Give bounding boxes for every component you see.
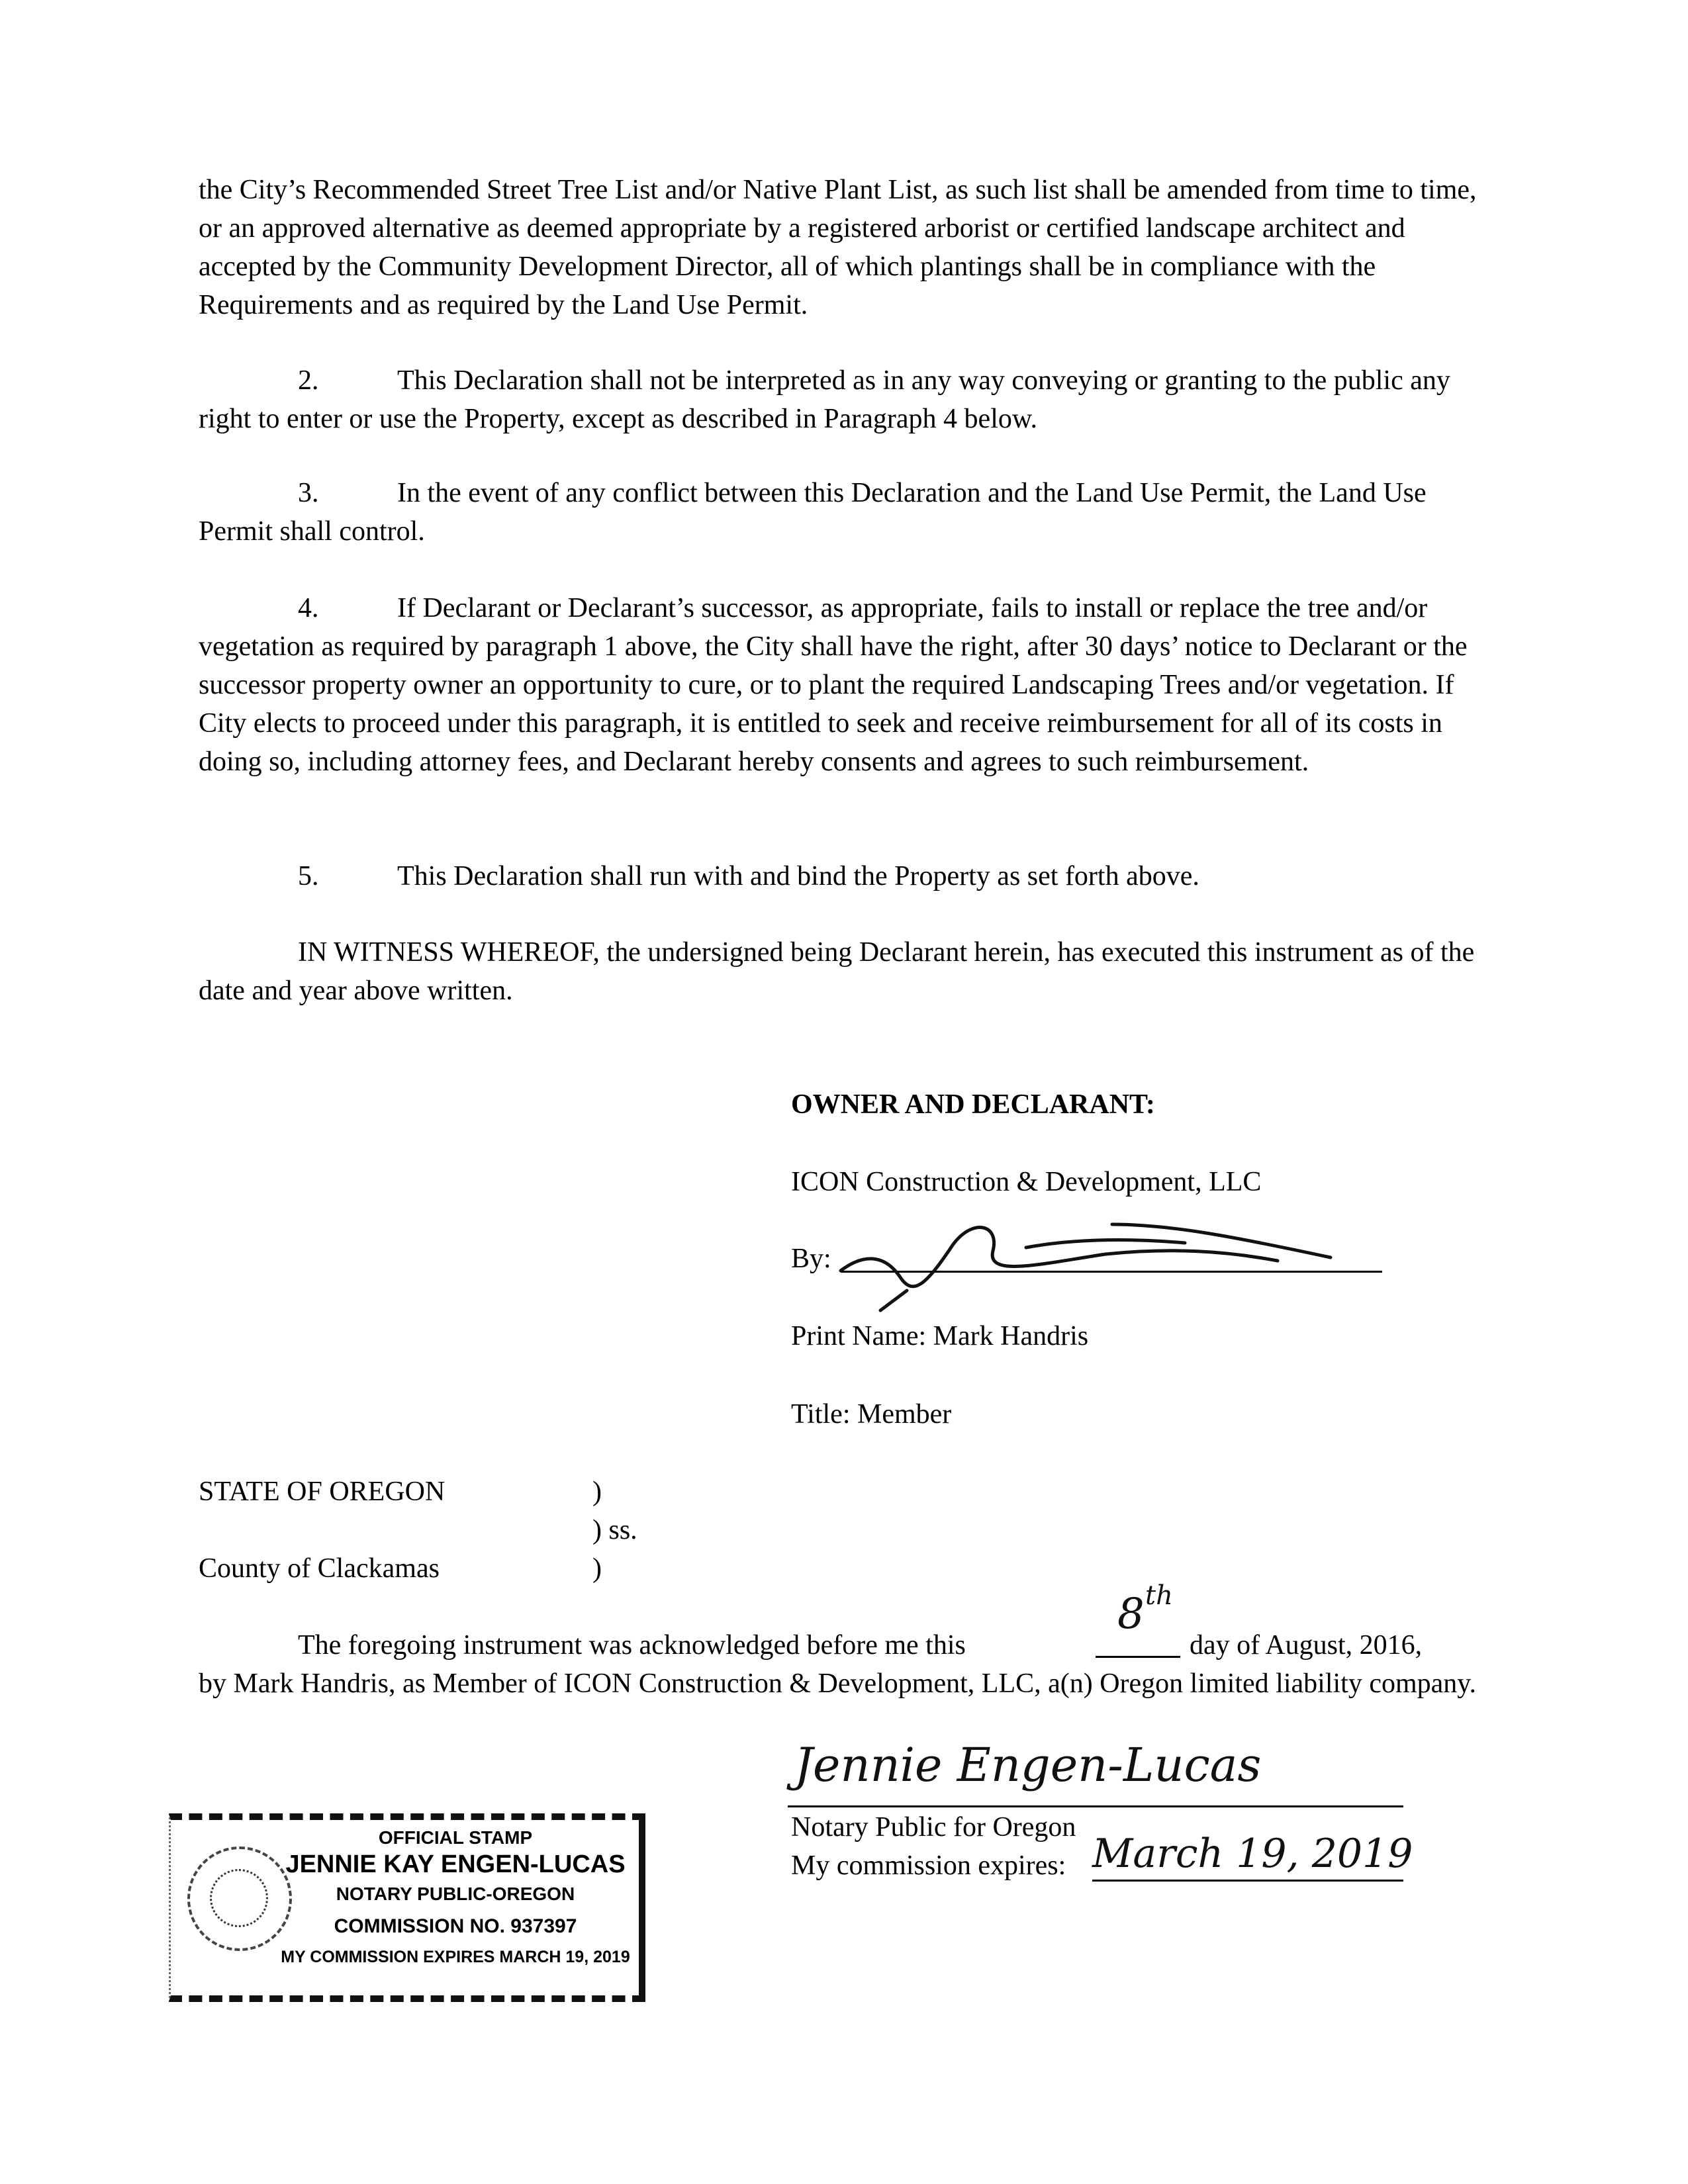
venue-county: County of Clackamas: [199, 1553, 440, 1584]
paragraph-text: In the event of any conflict between this Declaration and the Land Use Permit, the Land Use Permit shall control.: [199, 478, 1427, 547]
stamp-line-2: JENNIE KAY ENGEN-LUCAS: [285, 1850, 626, 1878]
by-label: By:: [791, 1244, 831, 1274]
venue-state: STATE OF OREGON: [199, 1477, 445, 1507]
stamp-line-5: MY COMMISSION EXPIRES MARCH 19, 2019: [281, 1948, 630, 1966]
paragraph-text: If Declarant or Declarant’s successor, as appropriate, fails to install or replace the tree and/or vegetation as required by paragraph 1 above, the City shall have the right, after 30 days’ notice to Declarant or the successor property owner an opportunity to cure, or to plant the required Landscaping Trees and/or vegetation. If City elects to proceed under this paragraph, it is entitled to seek and receive reimbursement for all of its costs in doing so, including attorney fees, and Declarant hereby consents and agrees to such reimbursement.: [199, 593, 1468, 777]
paragraph-3: [199, 474, 1489, 551]
paragraph-5: [199, 857, 1489, 895]
stamp-line-3: NOTARY PUBLIC-OREGON: [336, 1884, 575, 1904]
ack-before-day: The foregoing instrument was acknowledged before me this: [298, 1630, 966, 1661]
company-name: ICON Construction & Development, LLC: [791, 1167, 1262, 1197]
stamp-line-1: OFFICIAL STAMP: [378, 1827, 533, 1848]
notary-stamp: [169, 1813, 645, 2002]
ack-rest: by Mark Handris, as Member of ICON Construction & Development, LLC, a(n) Oregon limited liability company.: [199, 1668, 1477, 1699]
title: Title: Member: [791, 1399, 952, 1430]
venue-ss: ) ss.: [592, 1515, 637, 1545]
paragraph-number: 3.: [298, 478, 319, 508]
venue-paren: ): [592, 1477, 602, 1507]
paragraph-text: This Declaration shall run with and bind the Property as set forth above.: [397, 861, 1199, 891]
paragraph-number: 5.: [298, 861, 319, 891]
owner-declarant-heading: OWNER AND DECLARANT:: [791, 1089, 1155, 1120]
commission-expires-line: [1092, 1880, 1403, 1882]
paragraph-4: [199, 589, 1489, 781]
commission-expires-handwritten: March 19, 2019: [1092, 1831, 1413, 1877]
notary-label: Notary Public for Oregon: [791, 1812, 1076, 1843]
print-name: Print Name: Mark Handris: [791, 1321, 1089, 1351]
paragraph-number: 2.: [298, 365, 319, 396]
stamp-line-4: COMMISSION NO. 937397: [334, 1915, 577, 1937]
notary-signature-line: [788, 1805, 1403, 1807]
declarant-signature: [827, 1185, 1357, 1317]
witness-clause: IN WITNESS WHEREOF, the undersigned being Declarant herein, has executed this instrument as of the date and year above written.: [199, 937, 1475, 1006]
ack-after-day: day of August, 2016,: [1190, 1630, 1423, 1661]
paragraph-1-continuation: the City’s Recommended Street Tree List and/or Native Plant List, as such list shall be amended from time to time, or an approved alternative as deemed appropriate by a registered arborist or certified landscape architect and accepted by the Community Development Director, all of which plantings shall be in compliance with the Requirements and as required by the Land Use Permit.: [199, 175, 1477, 320]
paragraph-2: [199, 361, 1489, 438]
day-suffix-handwritten: th: [1145, 1580, 1173, 1611]
paragraph-text: This Declaration shall not be interpreted as in any way conveying or granting to the public any right to enter or use the Property, except as described in Paragraph 4 below.: [199, 365, 1450, 434]
commission-expires-label: My commission expires:: [791, 1850, 1066, 1881]
day-blank-line: [1096, 1656, 1180, 1658]
venue-paren: ): [592, 1553, 602, 1584]
day-handwritten: 8: [1117, 1590, 1145, 1639]
paragraph-number: 4.: [298, 593, 319, 623]
notary-signature: Jennie Engen-Lucas: [794, 1738, 1262, 1792]
